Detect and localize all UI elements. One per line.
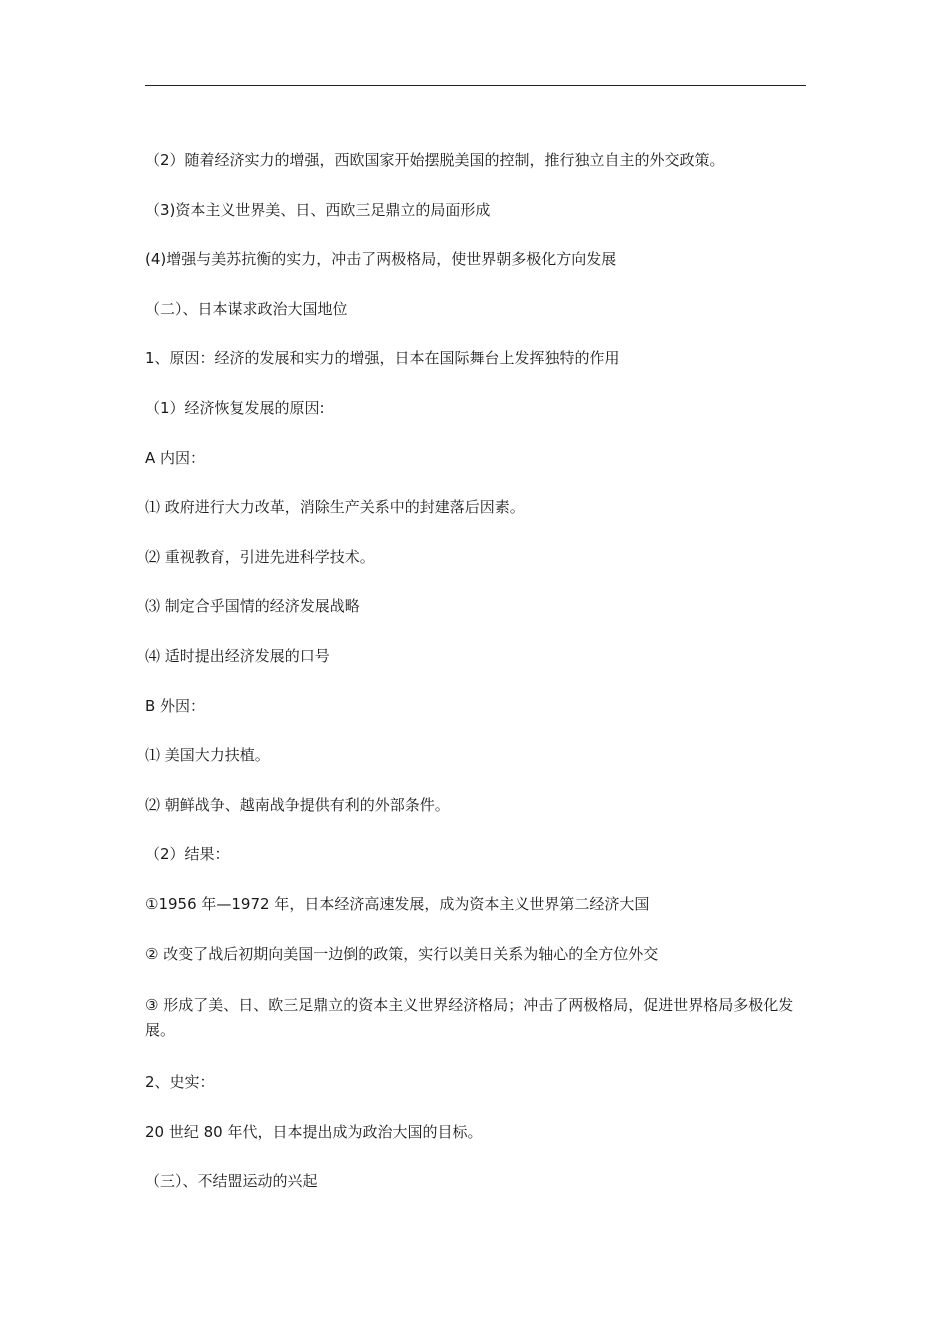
section-heading: （三）、不结盟运动的兴起: [145, 1172, 318, 1191]
paragraph: B 外因：: [145, 696, 206, 715]
list-item: ①1956 年—1972 年，日本经济高速发展，成为资本主义世界第二经济大国: [145, 894, 650, 913]
paragraph: 20 世纪 80 年代，日本提出成为政治大国的目标。: [145, 1122, 483, 1141]
paragraph: (4)增强与美苏抗衡的实力，冲击了两极格局，使世界朝多极化方向发展: [145, 250, 617, 269]
list-item: ⑴ 政府进行大力改革，消除生产关系中的封建落后因素。: [145, 498, 525, 517]
list-item: ⑶ 制定合乎国情的经济发展战略: [145, 597, 360, 616]
list-item: ③ 形成了美、日、欧三足鼎立的资本主义世界经济格局；冲击了两极格局，促进世界格局多极化发展。: [145, 996, 794, 1040]
paragraph: （3)资本主义世界美、日、西欧三足鼎立的局面形成: [145, 200, 491, 219]
list-item: ⑵ 朝鲜战争、越南战争提供有利的外部条件。: [145, 795, 450, 814]
paragraph: （2）随着经济实力的增强，西欧国家开始摆脱美国的控制，推行独立自主的外交政策。: [145, 151, 725, 169]
section-heading: （二）、日本谋求政治大国地位: [145, 299, 348, 318]
list-item: ⑴ 美国大力扶植。: [145, 746, 270, 765]
list-item: ⑷ 适时提出经济发展的口号: [145, 646, 330, 665]
list-item: ② 改变了战后初期向美国一边倒的政策，实行以美日关系为轴心的全方位外交: [145, 944, 659, 963]
list-item: ⑵ 重视教育，引进先进科学技术。: [145, 547, 375, 566]
paragraph: 2、史实：: [145, 1073, 215, 1092]
paragraph: （1）经济恢复发展的原因:: [145, 398, 325, 417]
document-body: [145, 150, 810, 1221]
paragraph: 1、原因：经济的发展和实力的增强，日本在国际舞台上发挥独特的作用: [145, 349, 620, 368]
paragraph: A 内因：: [145, 448, 206, 467]
header-rule: [145, 85, 806, 86]
paragraph: （2）结果：: [145, 845, 230, 864]
